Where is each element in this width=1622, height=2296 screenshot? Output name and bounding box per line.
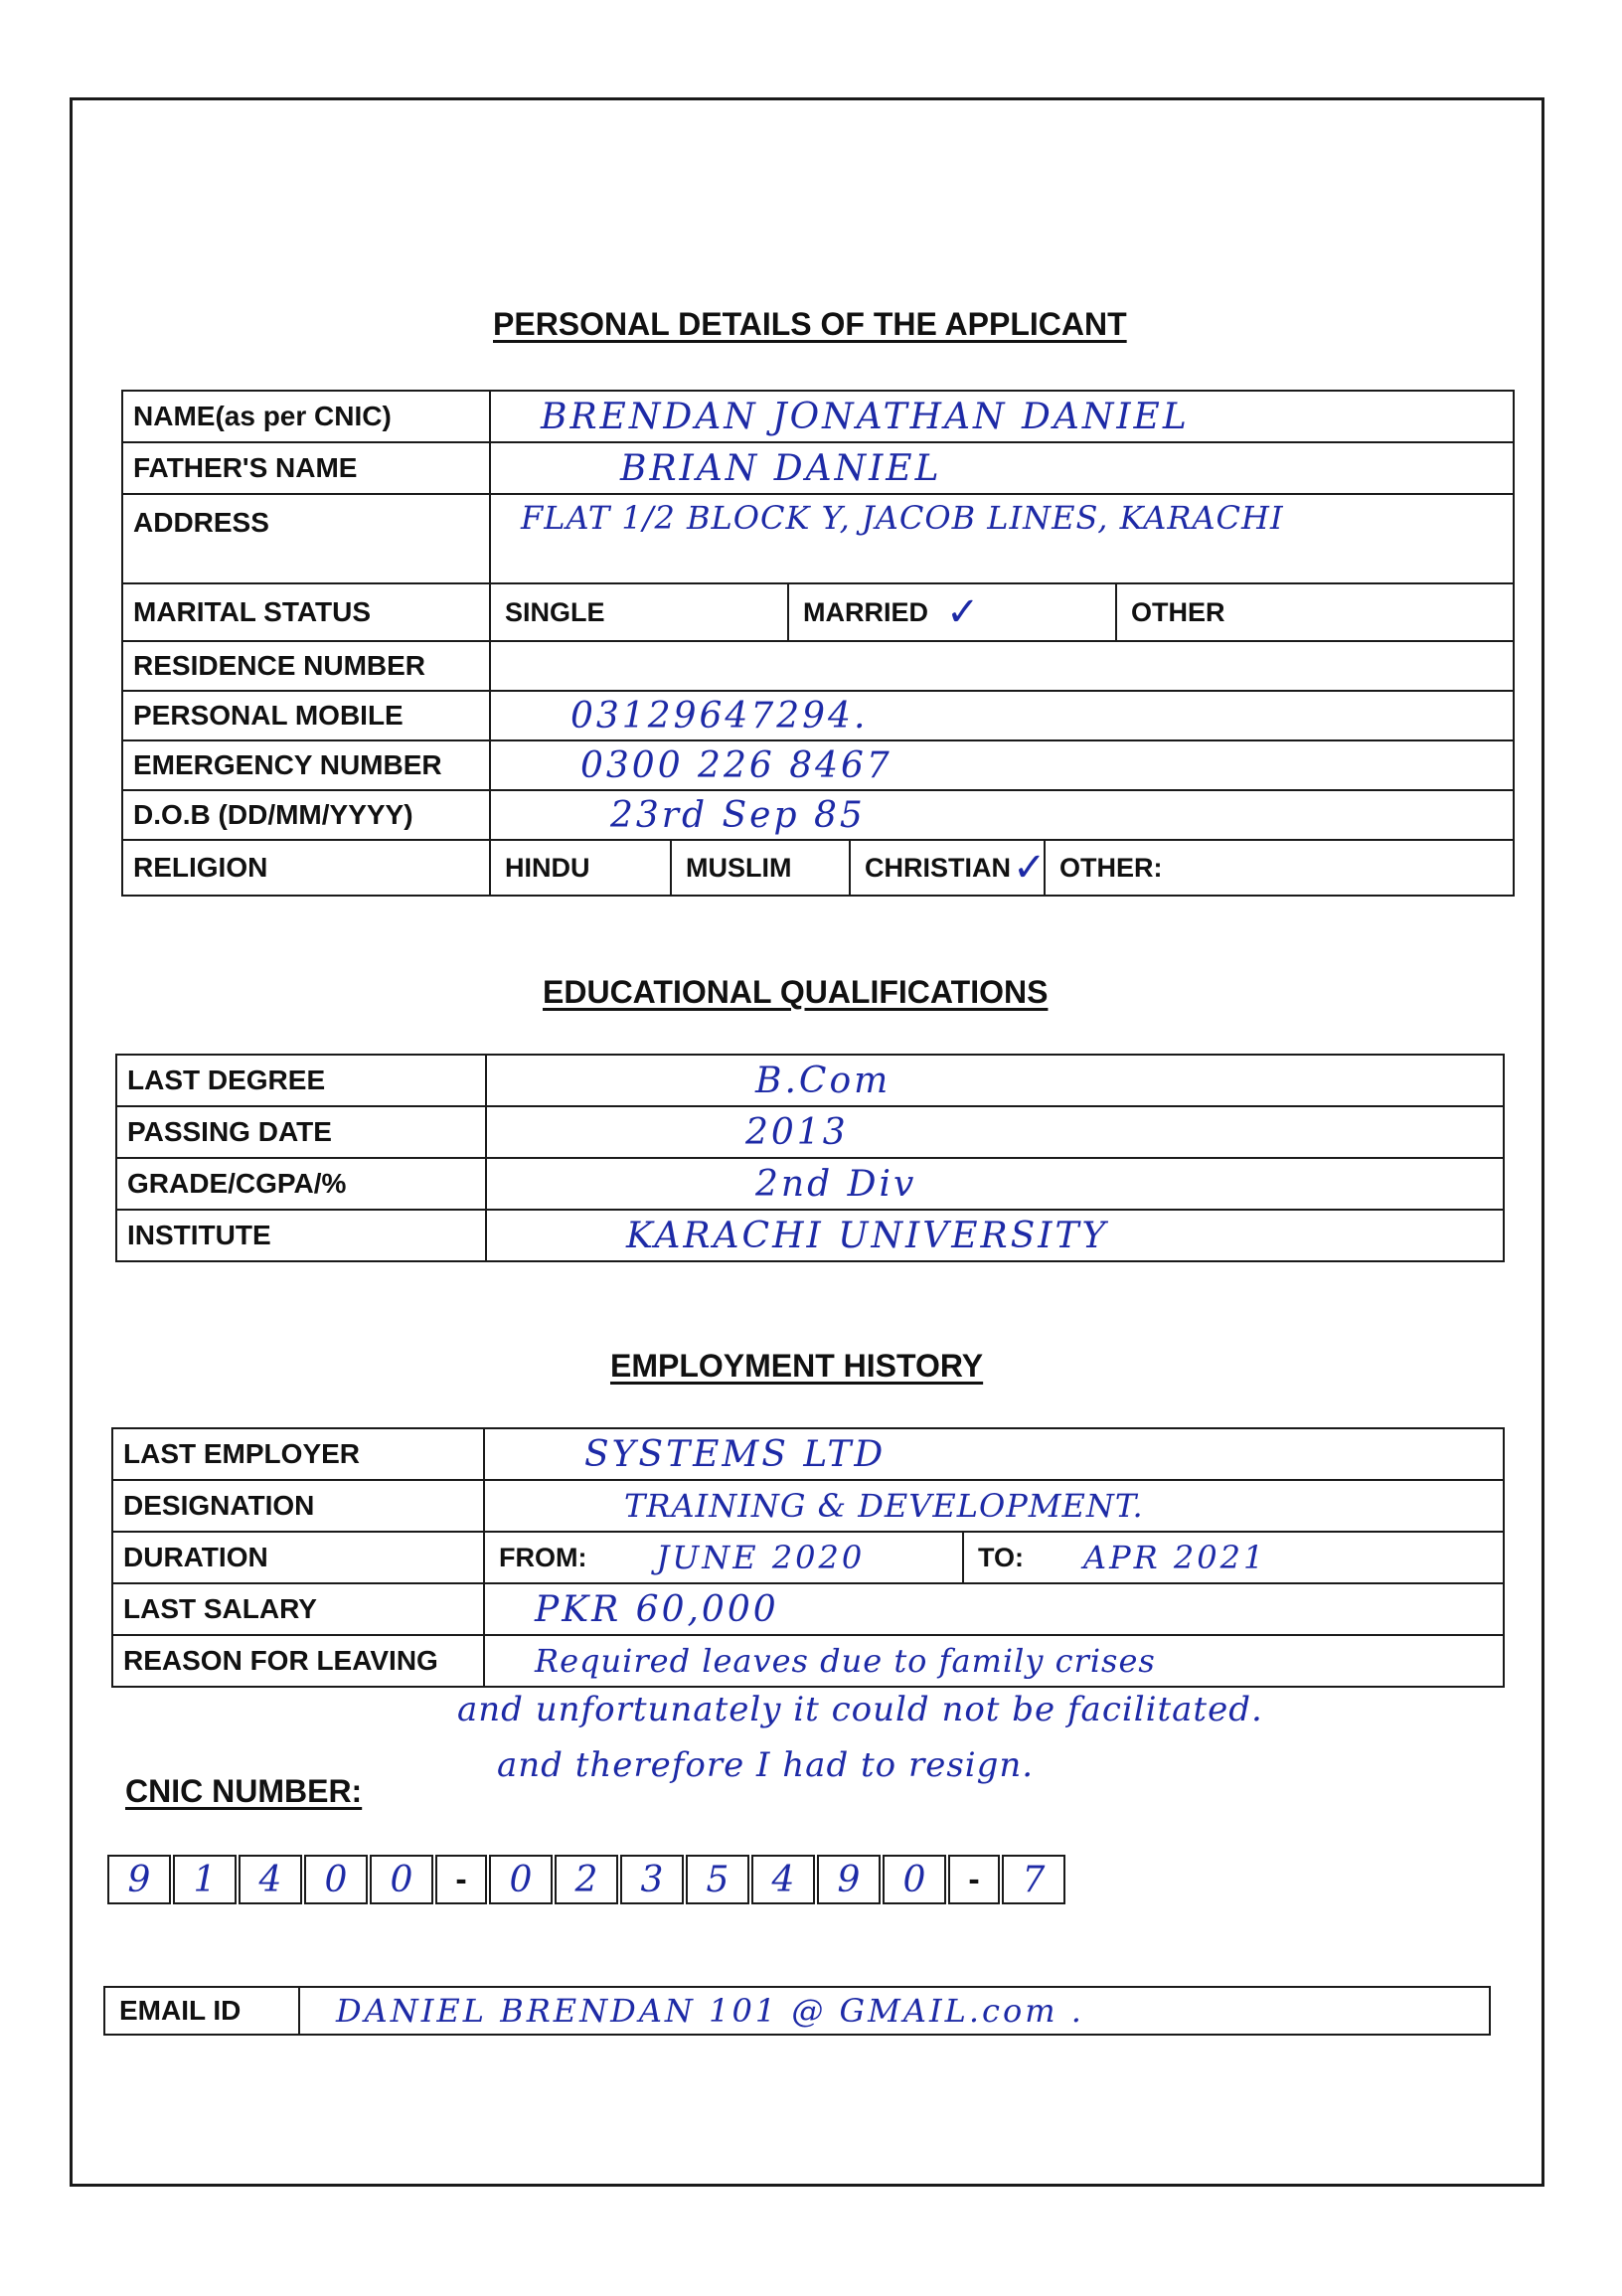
religion-option-christian[interactable]: CHRISTIAN ✓: [851, 841, 1046, 895]
designation-value: TRAINING & DEVELOPMENT.: [624, 1487, 1144, 1525]
religion-option-hindu[interactable]: HINDU: [491, 841, 672, 895]
duration-fields: [484, 1532, 1504, 1583]
religion-option-other[interactable]: OTHER:: [1059, 852, 1163, 883]
employer-label: LAST EMPLOYER: [112, 1428, 484, 1480]
name-label: NAME(as per CNIC): [122, 391, 490, 442]
cnic-digit-box[interactable]: 5: [686, 1855, 749, 1904]
religion-option-muslim[interactable]: MUSLIM: [672, 841, 851, 895]
row-father: [122, 442, 1514, 494]
email-row: [103, 1986, 1491, 2036]
education-table: [115, 1054, 1505, 1262]
reason-value-line2: and unfortunately it could not be facilitated.: [457, 1690, 1263, 1729]
passing-field[interactable]: [486, 1106, 1504, 1158]
passing-value: 2013: [745, 1111, 849, 1153]
employer-field[interactable]: [484, 1428, 1504, 1480]
dob-value: 23rd Sep 85: [610, 794, 866, 836]
row-passing: [116, 1106, 1504, 1158]
dob-label: D.O.B (DD/MM/YYYY): [122, 790, 490, 840]
from-value: JUNE 2020: [656, 1539, 866, 1576]
reason-value-line3: and therefore I had to resign.: [497, 1745, 1035, 1785]
reason-field[interactable]: [484, 1635, 1504, 1687]
row-designation: [112, 1480, 1504, 1532]
emergency-value: 0300 226 8467: [580, 744, 892, 786]
father-value: BRIAN DANIEL: [620, 447, 942, 489]
institute-label: INSTITUTE: [116, 1210, 486, 1261]
grade-value: 2nd Div: [755, 1163, 917, 1205]
address-field[interactable]: [490, 494, 1514, 583]
dob-field[interactable]: [490, 790, 1514, 840]
name-field[interactable]: [490, 391, 1514, 442]
row-emergency: [122, 740, 1514, 790]
salary-field[interactable]: [484, 1583, 1504, 1635]
religion-label: RELIGION: [122, 840, 490, 896]
degree-label: LAST DEGREE: [116, 1055, 486, 1106]
row-religion: [122, 840, 1514, 896]
cnic-separator: -: [948, 1855, 1000, 1904]
cnic-digit-box[interactable]: 7: [1002, 1855, 1065, 1904]
cnic-digit-box[interactable]: 4: [239, 1855, 302, 1904]
emergency-field[interactable]: [490, 740, 1514, 790]
address-label: ADDRESS: [122, 494, 490, 583]
cnic-digit-box[interactable]: 0: [370, 1855, 433, 1904]
row-institute: [116, 1210, 1504, 1261]
education-heading: EDUCATIONAL QUALIFICATIONS: [543, 974, 1049, 1010]
row-marital: [122, 583, 1514, 641]
personal-details-table: [121, 390, 1515, 897]
email-field[interactable]: [300, 1988, 1084, 2034]
religion-options: [490, 840, 1514, 896]
employment-table: [111, 1427, 1505, 1688]
marital-options: [490, 583, 1514, 641]
grade-field[interactable]: [486, 1158, 1504, 1210]
row-name: [122, 391, 1514, 442]
employment-heading: EMPLOYMENT HISTORY: [610, 1348, 984, 1384]
cnic-digit-box[interactable]: 4: [751, 1855, 815, 1904]
designation-label: DESIGNATION: [112, 1480, 484, 1532]
emergency-label: EMERGENCY NUMBER: [122, 740, 490, 790]
to-label: TO:: [978, 1542, 1024, 1572]
institute-field[interactable]: [486, 1210, 1504, 1261]
marital-label: MARITAL STATUS: [122, 583, 490, 641]
email-value: DANIEL BRENDAN 101 @ GMAIL.com .: [336, 1992, 1084, 2030]
cnic-separator: -: [435, 1855, 487, 1904]
from-label: FROM:: [499, 1542, 587, 1572]
mobile-field[interactable]: [490, 691, 1514, 740]
marital-option-single[interactable]: SINGLE: [491, 584, 789, 640]
marital-option-married[interactable]: MARRIED ✓: [789, 584, 1117, 640]
residence-field[interactable]: [490, 641, 1514, 691]
row-degree: [116, 1055, 1504, 1106]
from-field[interactable]: [485, 1533, 964, 1582]
personal-details-heading: PERSONAL DETAILS OF THE APPLICANT: [493, 306, 1127, 342]
row-residence: [122, 641, 1514, 691]
cnic-input-row[interactable]: [107, 1855, 1067, 1904]
reason-label: REASON FOR LEAVING: [112, 1635, 484, 1687]
duration-label: DURATION: [112, 1532, 484, 1583]
row-grade: [116, 1158, 1504, 1210]
to-field[interactable]: [964, 1533, 1266, 1582]
father-field[interactable]: [490, 442, 1514, 494]
row-address: [122, 494, 1514, 583]
designation-field[interactable]: [484, 1480, 1504, 1532]
institute-value: KARACHI UNIVERSITY: [626, 1215, 1109, 1256]
row-employer: [112, 1428, 1504, 1480]
row-duration: [112, 1532, 1504, 1583]
cnic-label: CNIC NUMBER:: [125, 1773, 363, 1809]
residence-label: RESIDENCE NUMBER: [122, 641, 490, 691]
cnic-digit-box[interactable]: 9: [107, 1855, 171, 1904]
cnic-digit-box[interactable]: 2: [555, 1855, 618, 1904]
grade-label: GRADE/CGPA/%: [116, 1158, 486, 1210]
employer-value: SYSTEMS LTD: [584, 1433, 887, 1475]
address-value: FLAT 1/2 BLOCK Y, JACOB LINES, KARACHI: [521, 499, 1284, 537]
married-check-icon: ✓: [946, 589, 980, 635]
reason-value-line1: Required leaves due to family crises: [535, 1642, 1156, 1680]
christian-check-icon: ✓: [1013, 845, 1047, 891]
row-salary: [112, 1583, 1504, 1635]
cnic-digit-box[interactable]: 0: [489, 1855, 553, 1904]
cnic-digit-box[interactable]: 9: [817, 1855, 881, 1904]
salary-label: LAST SALARY: [112, 1583, 484, 1635]
marital-option-other[interactable]: OTHER: [1131, 596, 1225, 627]
degree-value: B.Com: [755, 1060, 892, 1101]
cnic-digit-box[interactable]: 1: [173, 1855, 237, 1904]
to-value: APR 2021: [1083, 1539, 1267, 1576]
row-mobile: [122, 691, 1514, 740]
mobile-value: 03129647294.: [570, 695, 869, 737]
degree-field[interactable]: [486, 1055, 1504, 1106]
cnic-digit-box[interactable]: 0: [304, 1855, 368, 1904]
email-label: EMAIL ID: [105, 1988, 300, 2034]
passing-label: PASSING DATE: [116, 1106, 486, 1158]
name-value: BRENDAN JONATHAN DANIEL: [541, 396, 1190, 437]
salary-value: PKR 60,000: [535, 1588, 779, 1630]
row-reason: [112, 1635, 1504, 1687]
cnic-digit-box[interactable]: 0: [883, 1855, 946, 1904]
row-dob: [122, 790, 1514, 840]
mobile-label: PERSONAL MOBILE: [122, 691, 490, 740]
cnic-digit-box[interactable]: 3: [620, 1855, 684, 1904]
father-label: FATHER'S NAME: [122, 442, 490, 494]
